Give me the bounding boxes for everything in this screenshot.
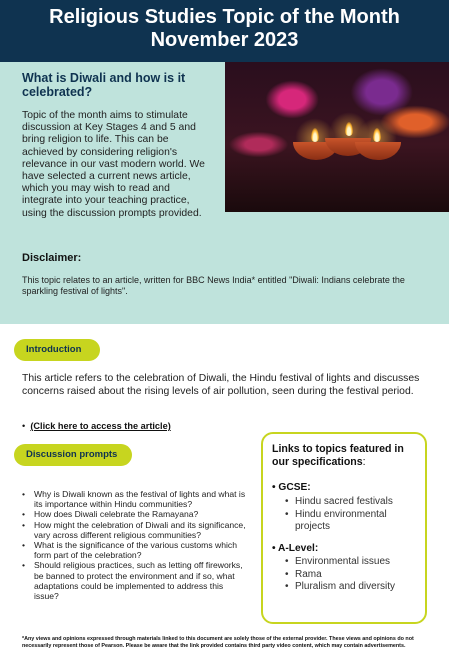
article-link-item (22, 421, 171, 431)
title-line-2: November 2023 (150, 29, 299, 51)
intro-paragraph: Topic of the month aims to stimulate discussion at Key Stages 4 and 5 and bring religion to life. This can be achieved by considering religion's relevance in our vast modern world. We have selected a current news article, which you may wish to read and integrate into your teaching practice, using the discussion prompts provided. (22, 110, 205, 219)
disclaimer-text: This topic relates to an article, written for BBC News India* entitled "Diwali: Indians celebrate the sparkling festival of lights". (22, 275, 405, 296)
list-item: • Rama (285, 569, 423, 582)
question-heading: What is Diwali and how is it celebrated? (22, 71, 186, 99)
article-link[interactable]: (Click here to access the article) (30, 421, 171, 431)
disclaimer-heading: Disclaimer: (22, 252, 82, 264)
specification-links-box (261, 432, 427, 624)
introduction-label: Introduction (14, 339, 100, 361)
links-title-colon: : (362, 456, 366, 468)
diwali-lamps-photo (225, 62, 449, 212)
list-item: • Environmental issues (285, 556, 423, 569)
list-item: • How might the celebration of Diwali and its significance, vary across different religious communities? (22, 520, 250, 540)
list-item: • Hindu sacred festivals (285, 496, 423, 509)
discussion-prompts-list (22, 489, 250, 601)
list-item: • How does Diwali celebrate the Ramayana? (22, 509, 250, 519)
gcse-topics-list (285, 496, 423, 534)
links-box-title (272, 443, 422, 469)
discussion-prompts-label: Discussion prompts (14, 444, 132, 466)
introduction-text: This article refers to the celebration of Diwali, the Hindu festival of lights and discusses concerns raised about the rising levels of air pollution, seen during the festival period. (22, 373, 420, 397)
links-title-text: Links to topics featured in our specifications (272, 443, 404, 468)
page-header (0, 0, 449, 62)
footer-disclaimer: *Any views and opinions expressed through materials linked to this document are solely those of the external provider. These views and opinions do not necessarily represent those of Pearson. Please be aware that the link provided contains third party video content, which may contain advertisements. (22, 636, 414, 649)
list-item: • Hindu environmental projects (285, 509, 423, 534)
alevel-topics-list (285, 556, 423, 594)
intro-panel (0, 62, 449, 324)
bullet: • (22, 421, 31, 431)
alevel-label: • A-Level: (272, 543, 318, 554)
list-item: • Why is Diwali known as the festival of lights and what is its importance within Hindu communities? (22, 489, 250, 509)
gcse-label: • GCSE: (272, 482, 311, 493)
title-line-1: Religious Studies Topic of the Month (49, 6, 400, 28)
list-item: • Pluralism and diversity (285, 581, 423, 594)
page-title (0, 6, 449, 52)
list-item: • Should religious practices, such as letting off fireworks, be banned to protect the environment and if so, what adaptations could be implemented to address this issue? (22, 560, 250, 601)
list-item: • What is the significance of the various customs which form part of the celebration? (22, 540, 250, 560)
